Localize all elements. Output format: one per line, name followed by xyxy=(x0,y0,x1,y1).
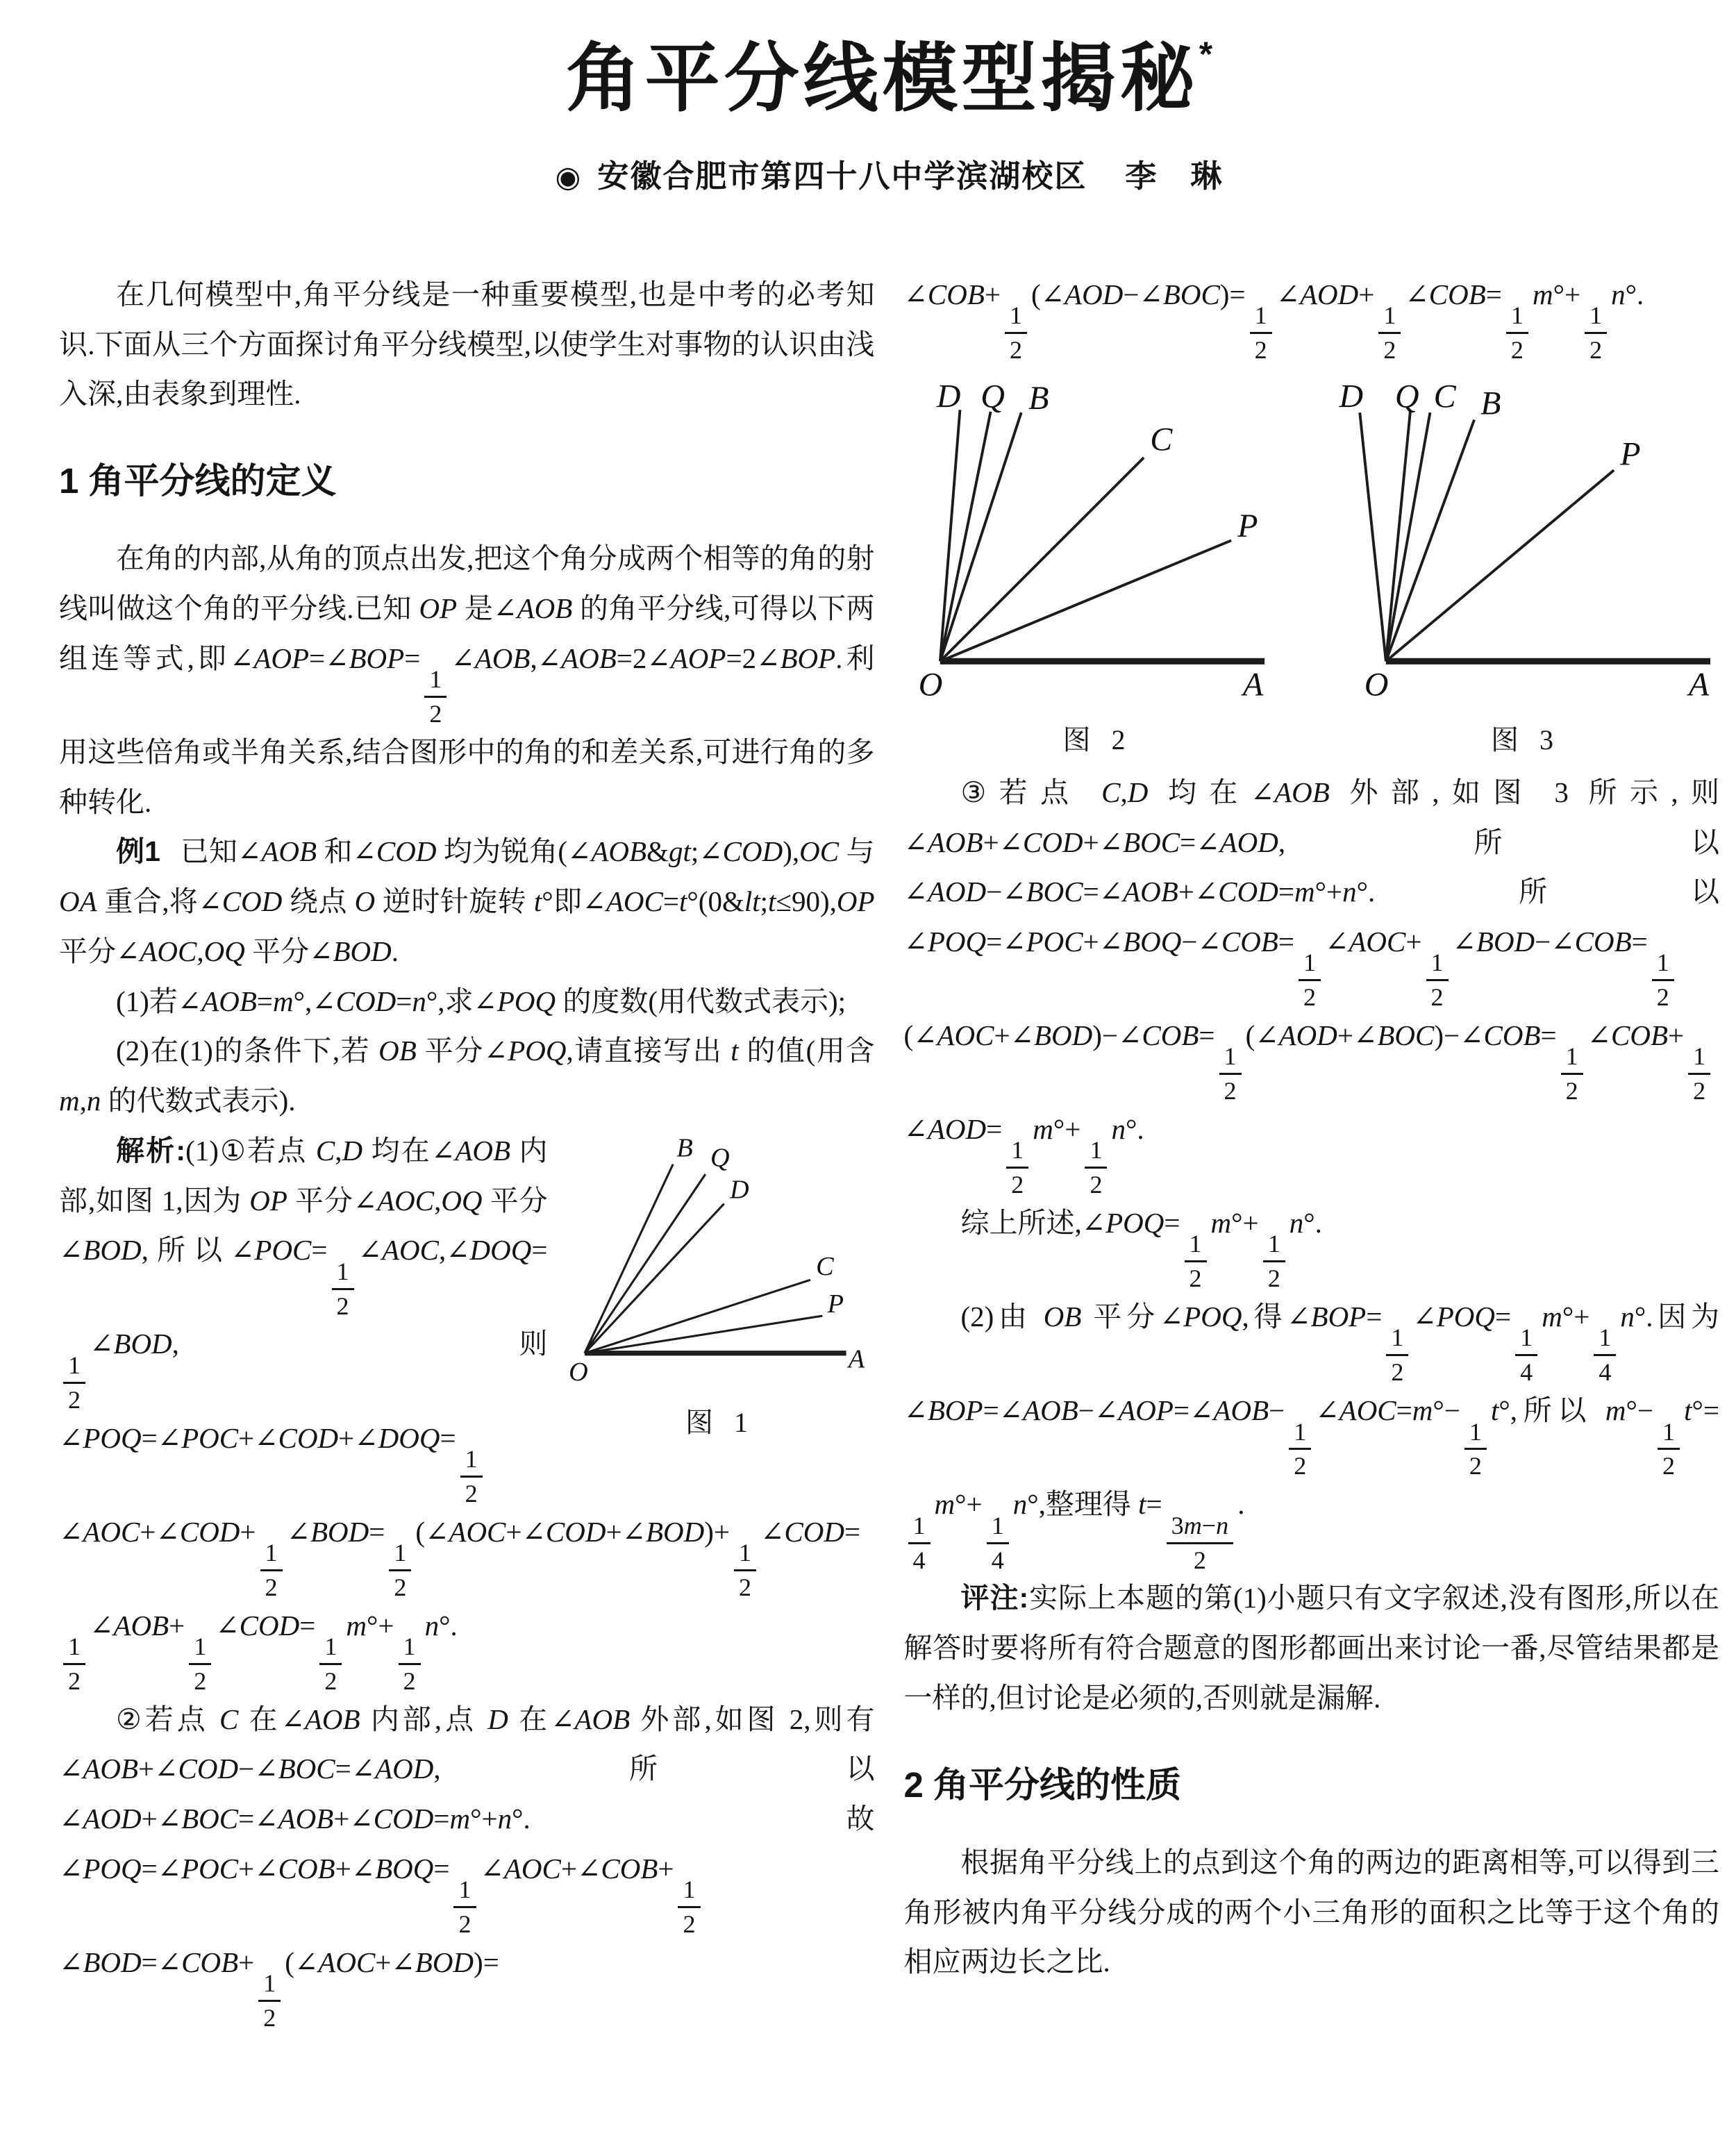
figure-1 xyxy=(566,1130,875,1439)
point-label-Q: Q xyxy=(980,381,1005,415)
point-label-C: C xyxy=(815,1251,834,1281)
right-column xyxy=(904,270,1720,1987)
point-label-P: P xyxy=(1620,435,1641,473)
figure-1-diagram xyxy=(566,1130,875,1389)
point-label-Q: Q xyxy=(710,1143,730,1173)
author-line xyxy=(59,149,1719,204)
ray-OD xyxy=(940,410,960,661)
point-label-B: B xyxy=(1480,385,1501,422)
affiliation: 安徽合肥市第四十八中学滨湖校区 xyxy=(597,158,1087,194)
property-paragraph: 根据角平分线上的点到这个角的两边的距离相等,可以得到三角形被内角平分线分成的两个小三角形的面积之比等于这个角的相应两边长之比. xyxy=(903,1846,1719,1978)
point-label-A: A xyxy=(1242,666,1263,703)
analysis-label: 解析: xyxy=(116,1134,186,1167)
point-label-D: D xyxy=(1339,381,1364,415)
figure-2 xyxy=(904,382,1292,757)
question-1: (1)若∠AOB=m°,∠COD=n°,求∠POQ 的度数(用代数式表示); xyxy=(116,985,846,1017)
example-label: 例1 xyxy=(116,835,160,868)
point-label-B: B xyxy=(676,1133,693,1163)
ray-OQ xyxy=(1386,412,1410,661)
case2-paragraph: ②若点 C 在∠AOB 内部,点 D 在∠AOB 外部,如图 2,则有∠AOB+∠COD−∠BOC=∠AOD,所以∠AOD+∠BOC=∠AOB+∠COD=m°+n°.故∠POQ=∠POC+∠COB+∠BOQ= $\frac{1}{2}$ ∠AOC+∠COB+ $\frac{1}{2}$ ∠BOD=∠COB+ $\frac{1}{2}$ (∠AOC+∠BOD)= xyxy=(59,1703,875,2032)
case3-paragraph: ③若点 C,D 均在∠AOB 外部,如图 3 所示,则∠AOB+∠COD+∠BOC=∠AOD,所以∠AOD−∠BOC=∠AOB+∠COD=m°+n°.所以∠POQ=∠POC+∠BOQ−∠COB= $\frac{1}{2}$ ∠AOC+ $\frac{1}{2}$ ∠BOD−∠COB= $\frac{1}{2}$ (∠AOC+∠BOD)−∠COB= $\frac{1}{2}$ (∠AOD+∠BOC)−∠COB= $\frac{1}{2}$ ∠COB+ $\frac{1}{2}$ ∠AOD= $\frac{1}{2}$ m°+ $\frac{1}{2}$ n°. xyxy=(903,776,1719,1199)
bullet-icon: ◉ xyxy=(555,160,583,194)
ray-OC xyxy=(1386,412,1430,661)
point-label-B: B xyxy=(1028,381,1049,417)
definition-paragraph: 在角的内部,从角的顶点出发,把这个角分成两个相等的角的射线叫做这个角的平分线.已知 OP 是∠AOB 的角平分线,可得以下两组连等式,即∠AOP=∠BOP= $\frac{1}{2}$ ∠AOB,∠AOB=2∠AOP=2∠BOP.利用这些倍角或半角关系,结合图形中的角的和差关系,可进行角的多种转化. xyxy=(59,542,875,818)
figure-3 xyxy=(1332,382,1719,757)
ray-OP xyxy=(584,1316,822,1353)
article-title-text: 角平分线模型揭秘 xyxy=(565,36,1199,120)
point-label-O: O xyxy=(568,1357,588,1387)
example-text: 已知∠AOB 和∠COD 均为锐角(∠AOB&gt;∠COD),OC 与 OA 重合,将∠COD 绕点 O 逆时针旋转 t°即∠AOC=t°(0&lt;t≤90),OP 平分∠AOC,OQ 平分∠BOD. xyxy=(59,835,875,967)
figures-row xyxy=(904,382,1720,757)
figure-2-diagram xyxy=(904,382,1292,706)
summary-paragraph: 综上所述,∠POQ= $\frac{1}{2}$ m°+ $\frac{1}{2}$ n°. xyxy=(960,1207,1322,1293)
point-label-P: P xyxy=(1237,508,1258,545)
note-text: 实际上本题的第(1)小题只有文字叙述,没有图形,所以在解答时要将所有符合题意的图形都画出来讨论一番,尽管结果都是一样的,但讨论是必须的,否则就是漏解. xyxy=(903,1582,1719,1714)
note-label: 评注: xyxy=(960,1582,1029,1614)
figure-1-caption: 图 1 xyxy=(685,1407,755,1439)
point-label-O: O xyxy=(1364,666,1389,703)
two-column-layout xyxy=(59,270,1719,2032)
title-block xyxy=(59,35,1719,204)
ray-OP xyxy=(940,540,1230,661)
example-paragraph xyxy=(59,827,875,976)
title-asterisk: * xyxy=(1199,35,1213,74)
ray-OC xyxy=(940,458,1143,661)
ray-OB xyxy=(584,1164,672,1353)
section-heading-property: 2 角平分线的性质 xyxy=(903,1764,1182,1805)
author-name: 李 琳 xyxy=(1125,158,1224,194)
point-label-C: C xyxy=(1433,381,1456,415)
intro-paragraph: 在几何模型中,角平分线是一种重要模型,也是中考的必考知识.下面从三个方面探讨角平分线模型,以使学生对事物的认识由浅入深,由表象到理性. xyxy=(59,278,875,410)
figure-2-caption: 图 2 xyxy=(1062,724,1133,755)
ray-OQ xyxy=(584,1174,705,1353)
point-label-A: A xyxy=(848,1344,865,1374)
point-label-C: C xyxy=(1149,421,1172,458)
figure-3-caption: 图 3 xyxy=(1491,724,1560,755)
ray-OB xyxy=(940,412,1021,661)
question-2: (2)在(1)的条件下,若 OB 平分∠POQ,请直接写出 t 的值(用含 m,n 的代数式表示). xyxy=(59,1035,875,1117)
point-label-D: D xyxy=(936,381,960,415)
point-label-O: O xyxy=(918,666,942,703)
point-label-A: A xyxy=(1688,666,1710,703)
section-heading-definition: 1 角平分线的定义 xyxy=(59,461,337,501)
point-label-Q: Q xyxy=(1394,381,1419,415)
left-column xyxy=(59,270,875,2032)
note-paragraph xyxy=(904,1573,1720,1723)
equation-continuation: ∠COB+ $\frac{1}{2}$ (∠AOD−∠BOC)= $\frac{1}{2}$ ∠AOD+ $\frac{1}{2}$ ∠COB= $\frac{1}{2}$ m°+ $\frac{1}{2}$ n°. xyxy=(903,278,1644,365)
part2-paragraph: (2)由 OB 平分∠POQ,得∠BOP= $\frac{1}{2}$ ∠POQ= $\frac{1}{4}$ m°+ $\frac{1}{4}$ n°.因为∠BOP=∠AOB−∠AOP=∠AOB− $\frac{1}{2}$ ∠AOC=m°− $\frac{1}{2}$ t°,所以 m°− $\frac{1}{2}$ t°= $\frac{1}{4}$ m°+ $\frac{1}{4}$ n°,整理得 t= $\frac{3m-n}{2}$ . xyxy=(903,1301,1719,1574)
ray-OQ xyxy=(940,412,990,661)
article-title xyxy=(59,35,1719,122)
analysis-text: (1)①若点 C,D 均在∠AOB 内部,如图 1,因为 OP 平分∠AOC,OQ 平分∠BOD,所以∠POC= $\frac{1}{2}$ ∠AOC,∠DOQ= $\frac{1}{2}$ ∠BOD,则∠POQ=∠POC+∠COD+∠DOQ= $\frac{1}{2}$ ∠AOC+∠COD+ $\frac{1}{2}$ ∠BOD= $\frac{1}{2}$ (∠AOC+∠COD+∠BOD)+ $\frac{1}{2}$ ∠COD= $\frac{1}{2}$ ∠AOB+ $\frac{1}{2}$ ∠COD= $\frac{1}{2}$ m°+ $\frac{1}{2}$ n°. xyxy=(59,1134,861,1695)
ray-OD xyxy=(1360,412,1386,661)
figure-3-diagram xyxy=(1332,382,1719,706)
point-label-D: D xyxy=(729,1175,749,1205)
analysis-block xyxy=(59,1126,875,1695)
point-label-P: P xyxy=(827,1289,844,1319)
